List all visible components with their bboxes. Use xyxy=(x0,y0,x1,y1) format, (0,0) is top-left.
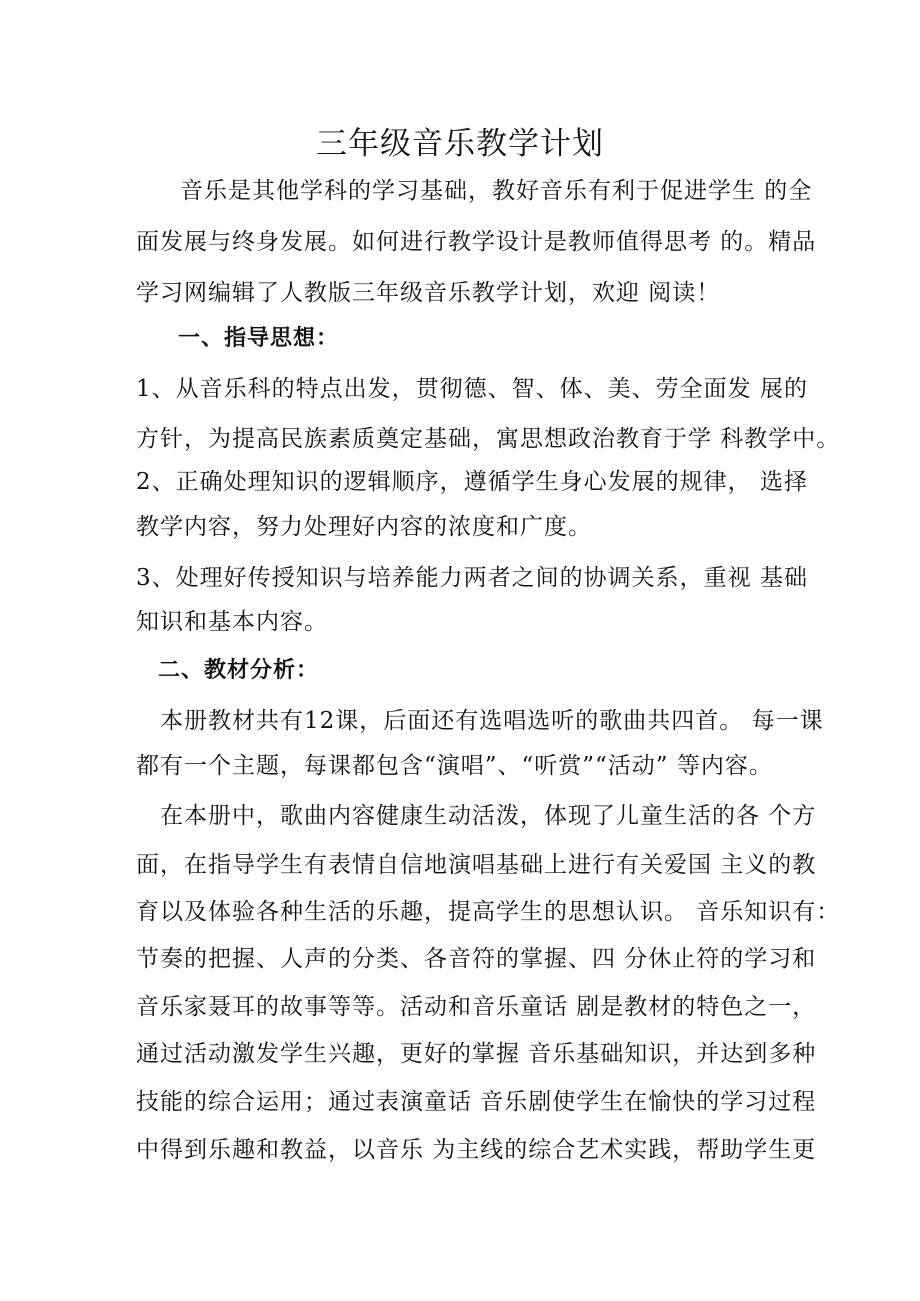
paragraph-line: 都有一个主题，每课都包含“演唱”、“听赏”“活动” 等内容。 xyxy=(136,753,773,779)
paragraph-line: 3、处理好传授知识与培养能力两者之间的协调关系，重视 基础 xyxy=(136,565,808,591)
paragraph-line: 方针，为提高民族素质奠定基础，寓思想政治教育于学 科教学中。 xyxy=(136,426,841,452)
paragraph-line: 本册教材共有12课，后面还有选唱选听的歌曲共四首。 每一课 xyxy=(160,708,824,734)
paragraph-line: 节奏的把握、人声的分类、各音符的掌握、四 分休止符的学习和 xyxy=(136,946,817,972)
intro-line: 音乐是其他学科的学习基础，教好音乐有利于促进学生 的全 xyxy=(180,178,813,204)
paragraph-line: 知识和基本内容。 xyxy=(136,609,328,635)
paragraph-line: 育以及体验各种生活的乐趣，提高学生的思想认识。 音乐知识有： xyxy=(136,899,841,925)
paragraph-line: 通过活动激发学生兴趣，更好的掌握 音乐基础知识，并达到多种 xyxy=(136,1041,817,1067)
paragraph-line: 1、从音乐科的特点出发，贯彻德、智、体、美、劳全面发 展的 xyxy=(136,376,808,402)
section-heading-textbook-analysis: 二、教材分析： xyxy=(158,658,320,683)
paragraph-line: 中得到乐趣和教益，以音乐 为主线的综合艺术实践，帮助学生更 xyxy=(136,1137,817,1163)
paragraph-line: 在本册中，歌曲内容健康生动活泼，体现了儿童生活的各 个方 xyxy=(160,803,817,829)
paragraph-line: 2、正确处理知识的逻辑顺序，遵循学生身心发展的规律， 选择 xyxy=(136,469,808,495)
paragraph-line: 音乐家聂耳的故事等等。活动和音乐童话 剧是教材的特色之一， xyxy=(136,994,817,1020)
section-heading-guiding-ideology: 一、指导思想： xyxy=(178,326,340,351)
paragraph-line: 技能的综合运用；通过表演童话 音乐剧使学生在愉快的学习过程 xyxy=(136,1089,817,1115)
intro-line: 面发展与终身发展。如何进行教学设计是教师值得思考 的。精品 xyxy=(136,229,817,255)
intro-line: 学习网编辑了人教版三年级音乐教学计划，欢迎 阅读！ xyxy=(136,280,721,306)
document-title: 三年级音乐教学计划 xyxy=(316,126,604,162)
paragraph-line: 面，在指导学生有表情自信地演唱基础上进行有关爱国 主义的教 xyxy=(136,852,817,878)
paragraph-line: 教学内容，努力处理好内容的浓度和广度。 xyxy=(136,514,592,540)
